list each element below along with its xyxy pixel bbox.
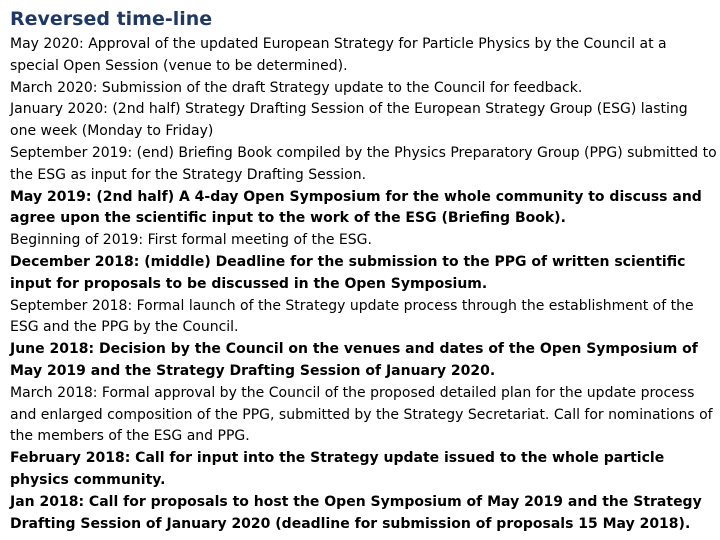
- timeline-entry-february-2018: February 2018: Call for input into the Strategy update issued to the whole particle physics community.: [10, 450, 665, 488]
- timeline-entry-march-2018: March 2018: Formal approval by the Council of the proposed detailed plan for the update process and enlarged composition of the PPG, submitted by the Strategy Secretariat. Call for nominations of the members of the ESG and PPG.: [10, 384, 713, 445]
- timeline-entry-january-2020: January 2020: (2nd half) Strategy Drafting Session of the European Strategy Group (ESG) lasting one week (Monday to Friday): [10, 101, 688, 140]
- timeline-entry-may-2019: May 2019: (2nd half) A 4-day Open Symposium for the whole community to discuss and agree upon the scientific input to the work of the ESG (Briefing Book).: [10, 188, 702, 227]
- timeline-entry-may-2020: May 2020: Approval of the updated European Strategy for Particle Physics by the Council at a special Open Session (venue to be determined).: [10, 36, 667, 74]
- timeline-entry-june-2018: June 2018: Decision by the Council on the venues and dates of the Open Symposium of May 2019 and the Strategy Drafting Session of January 2020.: [10, 341, 698, 379]
- slide-title: Reversed time-line: [10, 8, 213, 30]
- timeline-list: [10, 34, 718, 535]
- timeline-entry-march-2020: March 2020: Submission of the draft Strategy update to the Council for feedback.: [10, 79, 583, 96]
- timeline-entry-beginning-2019: Beginning of 2019: First formal meeting of the ESG.: [10, 232, 372, 249]
- timeline-slide: [10, 6, 718, 535]
- timeline-entry-september-2019: September 2019: (end) Briefing Book compiled by the Physics Preparatory Group (PPG) submitted to the ESG as input for the Strategy Drafting Session.: [10, 144, 717, 183]
- timeline-entry-december-2018: December 2018: (middle) Deadline for the submission to the PPG of written scientific input for proposals to be discussed in the Open Symposium.: [10, 253, 686, 292]
- timeline-entry-september-2018: September 2018: Formal launch of the Strategy update process through the establishment of the ESG and the PPG by the Council.: [10, 297, 694, 336]
- timeline-entry-january-2018: Jan 2018: Call for proposals to host the Open Symposium of May 2019 and the Strategy Drafting Session of January 2020 (deadline for submission of proposals 15 May 2018).: [10, 493, 702, 532]
